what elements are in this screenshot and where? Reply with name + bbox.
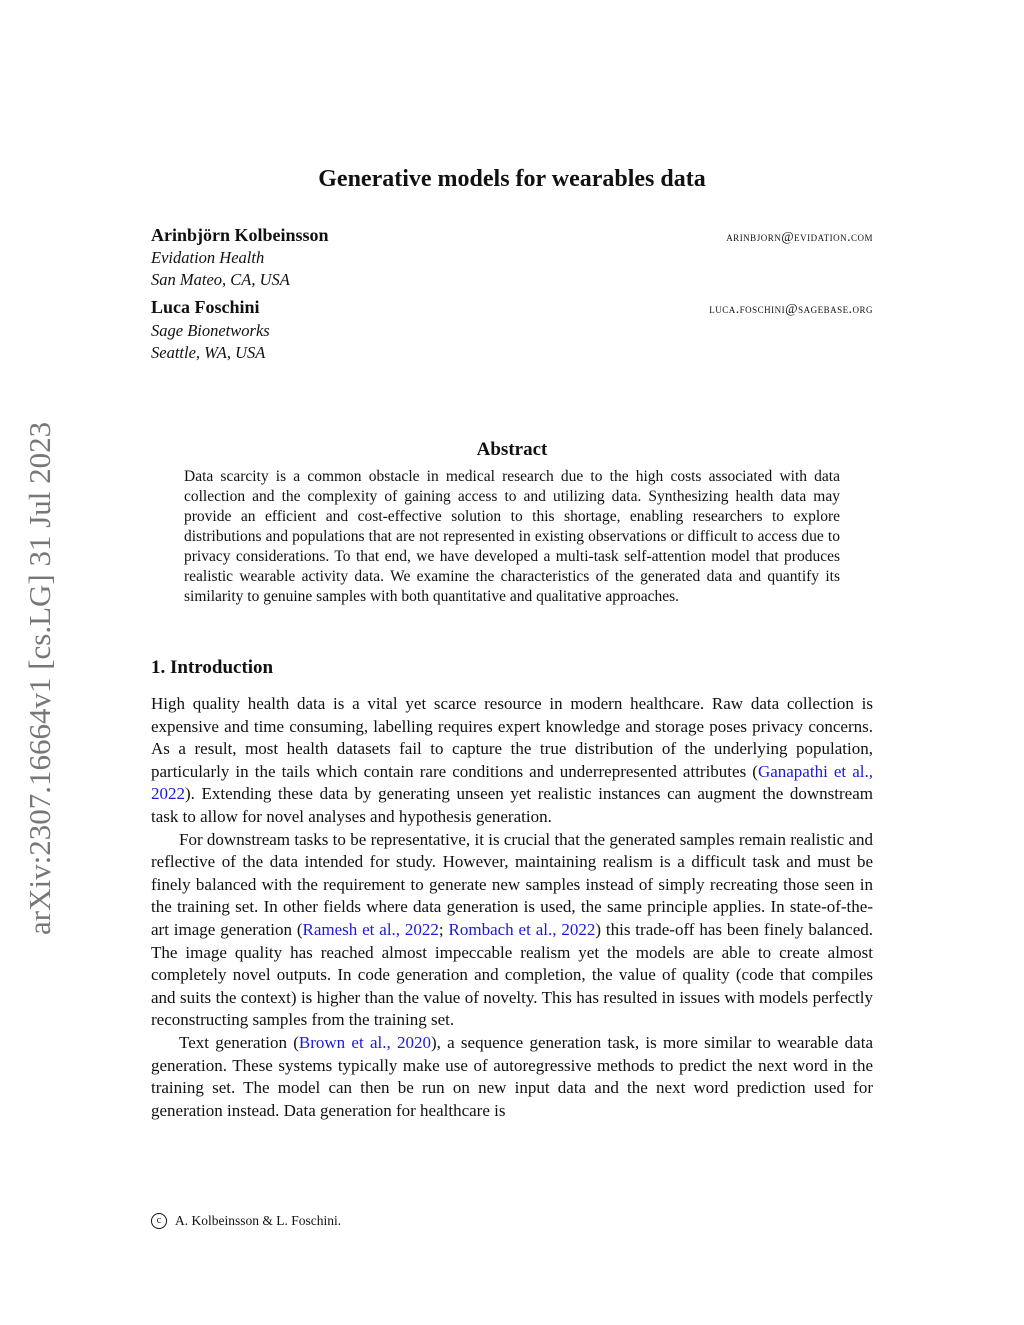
copyright-text: A. Kolbeinsson & L. Foschini. [175, 1213, 342, 1228]
abstract-heading: Abstract [476, 439, 548, 460]
text: ; [438, 919, 449, 939]
text: For downstream tasks to be representative, it is crucial that the generated samples remain realistic and reflective of the data intended for study. However, maintaining realism is a difficult task and must be finely balanced with the requirement to generate new samples instead of simply recreating those seen in the training set. In other fields where data generation is used, the same principle applies. In state-of-the-art image generation ( [151, 829, 873, 939]
author-email[interactable]: arinbjorn@evidation.com [726, 229, 873, 244]
author-email[interactable]: luca.foschini@sagebase.org [709, 301, 873, 316]
author-affiliation: Evidation Health [151, 248, 265, 267]
text: High quality health data is a vital yet scarce resource in modern healthcare. Raw data collection is expensive and time consuming, labelling requires expert knowledge and storage poses privacy concerns. As a result, most health datasets fail to capture the true distribution of the underlying population, particularly in the tails which contain rare conditions and underrepresented attributes ( [151, 694, 873, 781]
citation-link[interactable]: Rombach et al., 2022 [448, 919, 596, 939]
author-header-row [151, 297, 873, 319]
paper-title: Generative models for wearables data [318, 166, 706, 192]
author-affiliation: Sage Bionetworks [151, 321, 270, 340]
author-name: Luca Foschini [151, 297, 260, 317]
copyright-footer [151, 1213, 341, 1229]
author-location: Seattle, WA, USA [151, 343, 266, 362]
citation-link[interactable]: Ramesh et al., 2022 [302, 919, 439, 939]
text: ), a sequence generation task, is more similar to wearable data generation. These systems typically make use of autoregressive methods to predict the next word in the training set. The model can then be run on new input data and the next word prediction used for generation instead. Data generation for healthcare is [151, 1032, 873, 1120]
citation-link[interactable]: Ganapathi et al., 2022 [151, 761, 873, 804]
text: ) this trade-off has been finely balanced. The image quality has reached almost impeccable realism yet the models are able to create almost completely novel outputs. In code generation and completion, the value of quality (code that compiles and suits the context) is higher than the value of novelty. This has resulted in issues with models perfectly reconstructing samples from the training set. [151, 919, 874, 1030]
arxiv-identifier: arXiv:2307.16664v1 [cs.LG] 31 Jul 2023 [22, 421, 57, 935]
paragraph [151, 1032, 873, 1122]
author-block [151, 225, 873, 291]
text: ). Extending these data by generating unseen yet realistic instances can augment the downstream task to allow for novel analyses and hypothesis generation. [151, 784, 873, 826]
introduction-body [151, 693, 873, 1122]
text: Text generation ( [179, 1032, 299, 1052]
section-heading: 1. Introduction [151, 657, 274, 678]
citation-link[interactable]: Brown et al., 2020 [298, 1032, 431, 1052]
author-header-row [151, 225, 873, 247]
author-block [151, 297, 873, 364]
paragraph [151, 829, 873, 1032]
author-name: Arinbjörn Kolbeinsson [151, 225, 329, 245]
paragraph [151, 693, 873, 829]
author-location: San Mateo, CA, USA [151, 270, 290, 289]
copyright-icon: c [151, 1213, 167, 1229]
abstract-body: Data scarcity is a common obstacle in medical research due to the high costs associated with data collection and the complexity of gaining access to and utilizing data. Synthesizing health data may provide an efficient and cost-effective solution to this shortage, enabling researchers to explore distributions and populations that are not represented in existing observations or difficult to access due to privacy considerations. To that end, we have developed a multi-task self-attention model that produces realistic wearable activity data. We examine the characteristics of the generated data and quantify its similarity to genuine samples with both quantitative and qualitative approaches. [184, 468, 840, 605]
